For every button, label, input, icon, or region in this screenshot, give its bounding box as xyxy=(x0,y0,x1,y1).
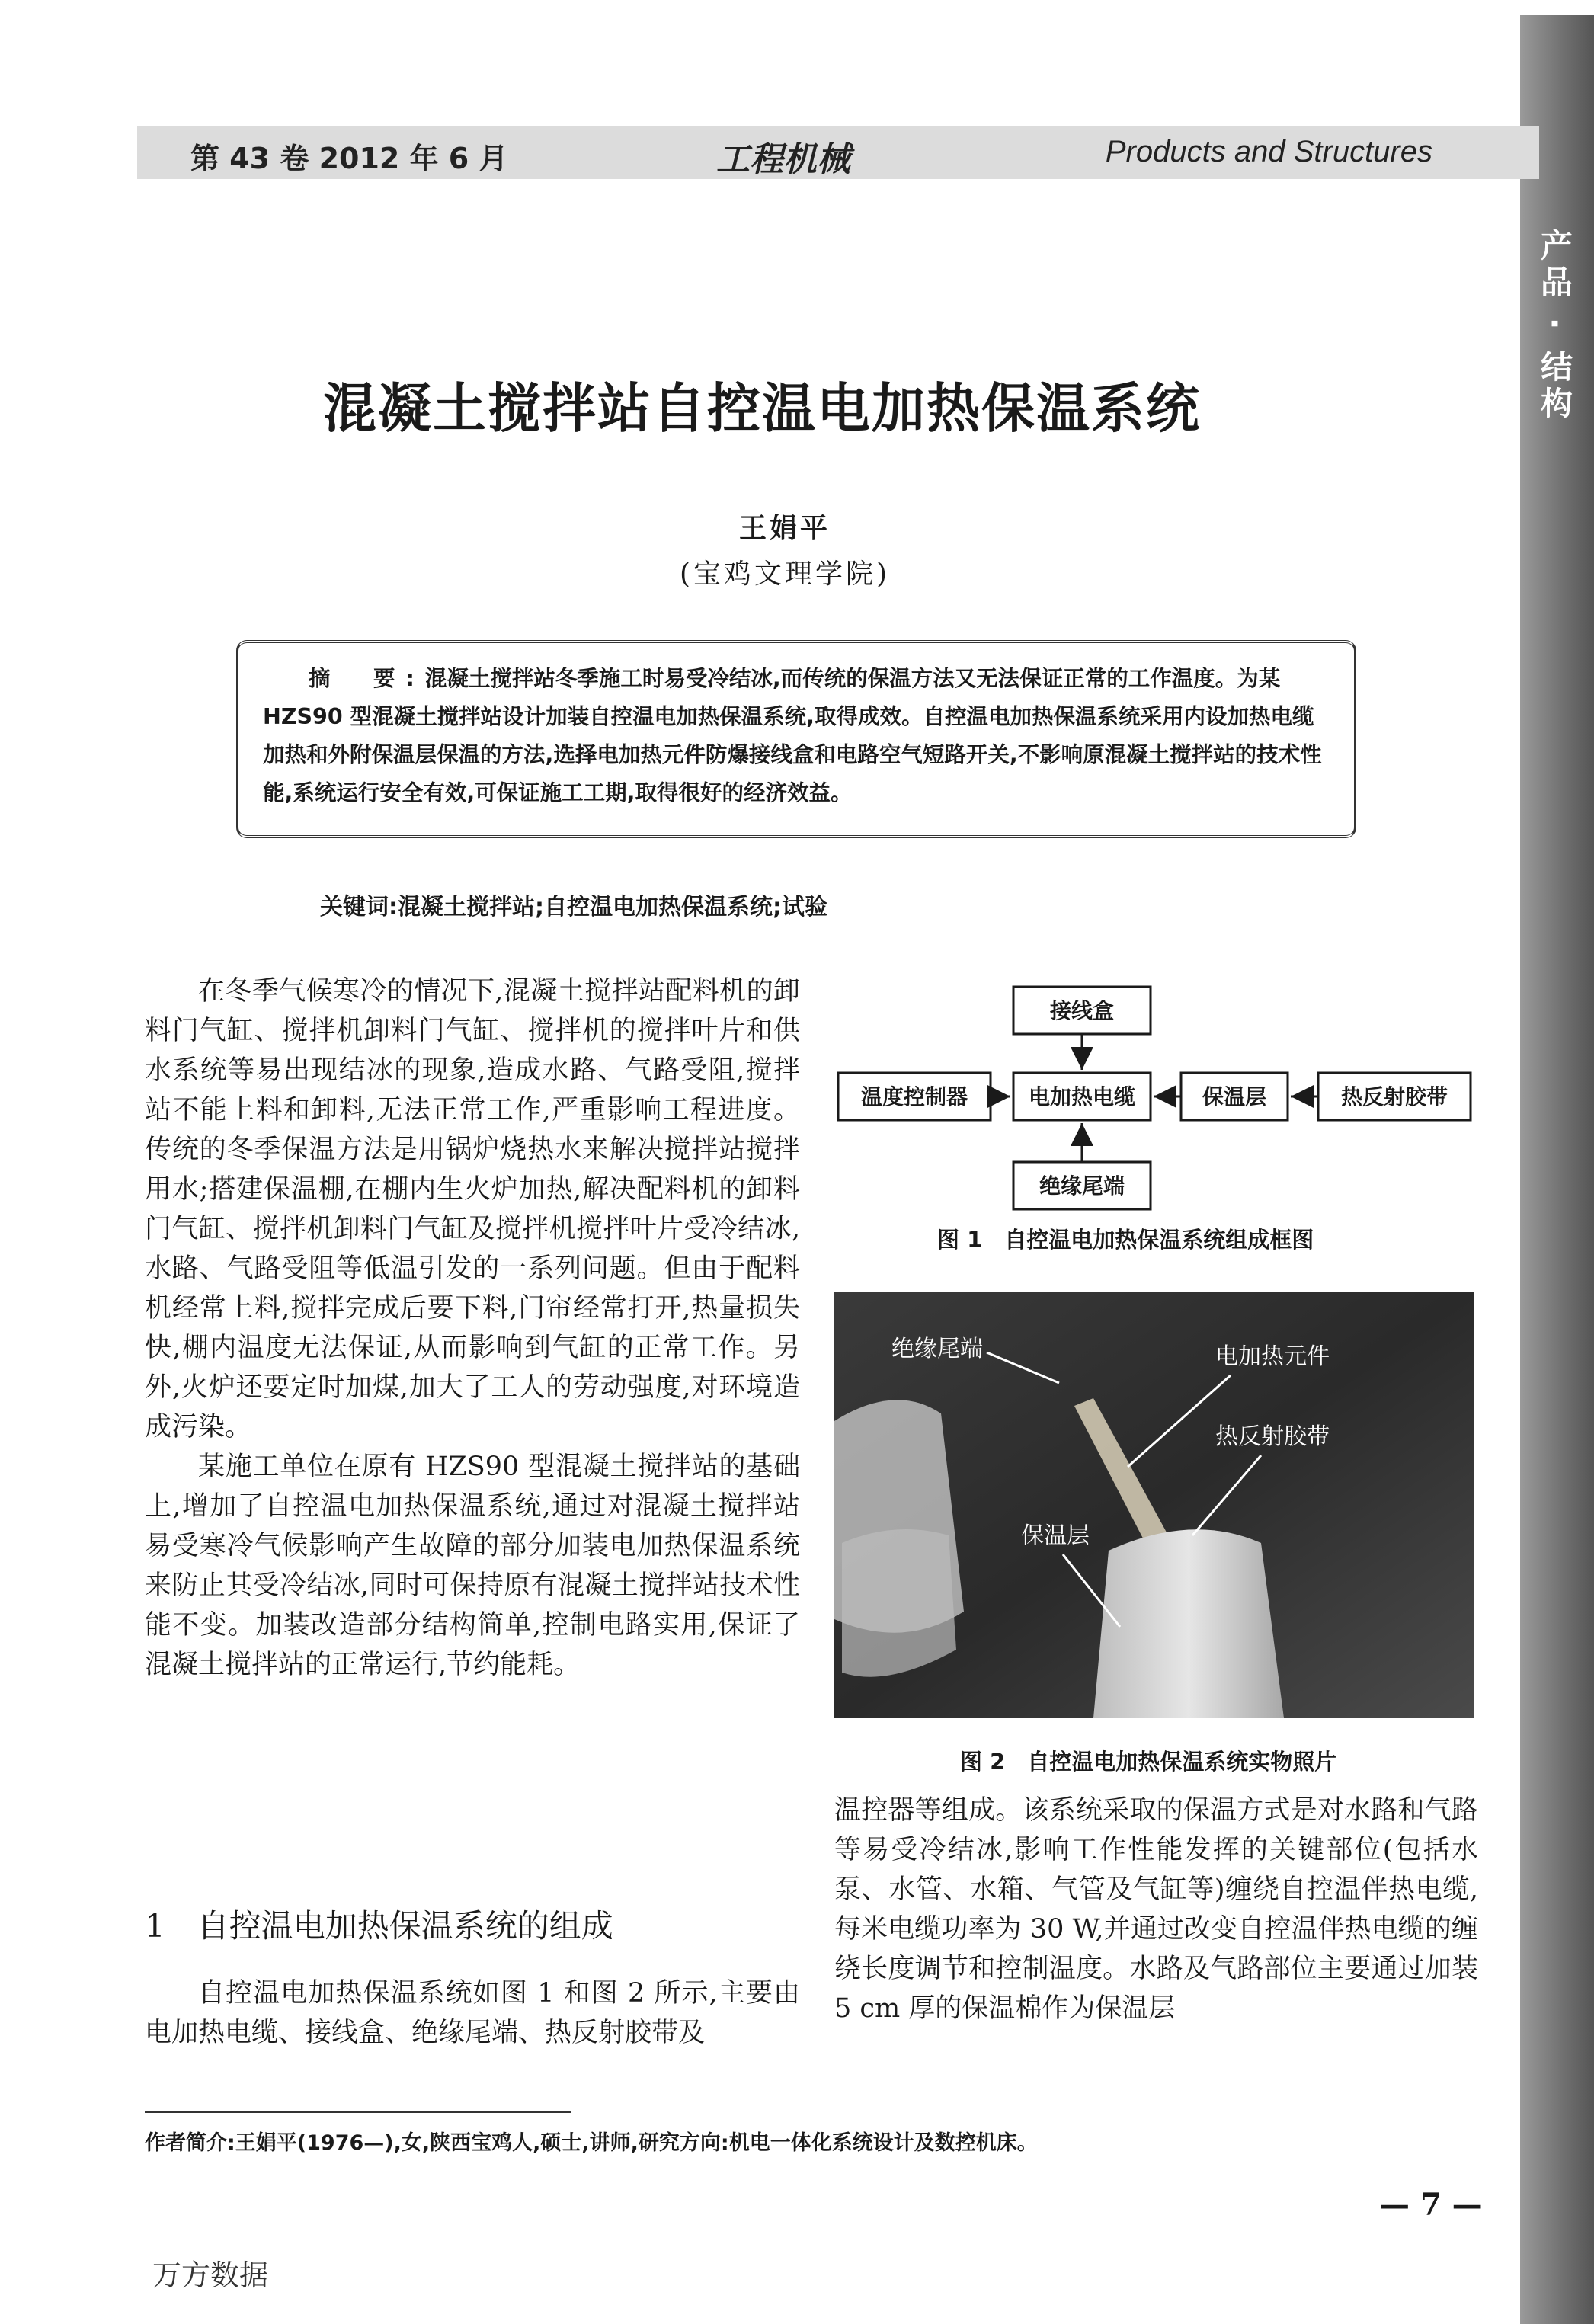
keywords-text: 混凝土搅拌站;自控温电加热保温系统;试验 xyxy=(398,894,827,920)
running-header xyxy=(137,126,1539,179)
box-junction-label: 接线盒 xyxy=(1049,998,1115,1023)
article-title: 混凝土搅拌站自控温电加热保温系统 xyxy=(323,377,1201,440)
right-column-paragraph: 温控器等组成。该系统采取的保温方式是对水路和气路等易受冷结冰,影响工作性能发挥的关键部位(包括水泵、水管、水箱、气管及气缸等)缠绕自控温伴热电缆,每米电缆功率为 30 W,并通过改变自控温伴热电缆的缠绕长度调节和控制温度。水路及气路部位主要通过加装 5 cm 厚的保温棉作为保温层 xyxy=(834,1795,1478,2024)
side-section-label: 产品 · 结构 xyxy=(1536,229,1573,424)
photo-left-wrap-lower xyxy=(842,1529,956,1677)
watermark: 万方数据 xyxy=(152,2258,269,2292)
photo-label-heating-element: 电加热元件 xyxy=(1215,1343,1330,1370)
box-heating-cable-label: 电加热电缆 xyxy=(1028,1084,1136,1109)
keywords-label: 关键词: xyxy=(320,894,398,920)
photo-label-reflective-tape: 热反射胶带 xyxy=(1215,1423,1330,1450)
author-footnote: 作者简介:王娟平(1976—),女,陕西宝鸡人,硕士,讲师,研究方向:机电一体化系统设计及数控机床。 xyxy=(145,2131,1038,2155)
abstract-box xyxy=(236,640,1356,838)
abstract-label: 摘 要: xyxy=(309,666,425,691)
header-issue: 第 43 卷 2012 年 6 月 xyxy=(190,142,508,175)
section-heading-1: 1 自控温电加热保温系统的组成 xyxy=(145,1907,613,1945)
box-temp-controller-label: 温度控制器 xyxy=(860,1084,968,1109)
page-number: — 7 — xyxy=(1379,2187,1483,2223)
abstract-text: 混凝土搅拌站冬季施工时易受冷结冰,而传统的保温方法又无法保证正常的工作温度。为某 HZS90 型混凝土搅拌站设计加装自控温电加热保温系统,取得成效。自控温电加热保温系统采用内设加热电缆加热和外附保温层保温的方法,选择电加热元件防爆接线盒和电路空气短路开关,不影响原混凝土搅拌站的技术性能,系统运行安全有效,可保证施工工期,取得很好的经济效益。 xyxy=(263,666,1322,805)
box-insulation-layer-label: 保温层 xyxy=(1202,1084,1267,1109)
body-paragraph-2: 某施工单位在原有 HZS90 型混凝土搅拌站的基础上,增加了自控温电加热保温系统,通过对混凝土搅拌站易受寒冷气候影响产生故障的部分加装电加热保温系统来防止其受冷结冰,同时可保持原有混凝土搅拌站技术性能不变。加装改造部分结构简单,控制电路实用,保证了混凝土搅拌站的正常运行,节约能耗。 xyxy=(145,1452,800,1680)
left-column xyxy=(145,972,800,1685)
box-insulated-end-label: 绝缘尾端 xyxy=(1039,1173,1125,1199)
figure-2-svg xyxy=(834,1292,1474,1718)
header-section-name: Products and Structures xyxy=(1105,135,1432,168)
figure-1-svg xyxy=(834,975,1490,1227)
figure-1-caption: 图 1 自控温电加热保温系统组成框图 xyxy=(937,1227,1314,1253)
box-reflective-tape-label: 热反射胶带 xyxy=(1340,1084,1448,1109)
keywords xyxy=(320,888,827,921)
header-journal-name: 工程机械 xyxy=(716,140,850,179)
footnote-divider xyxy=(145,2111,571,2113)
body-paragraph-1: 在冬季气候寒冷的情况下,混凝土搅拌站配料机的卸料门气缸、搅拌机卸料门气缸、搅拌机的搅拌叶片和供水系统等易出现结冰的现象,造成水路、气路受阻,搅拌站不能上料和卸料,无法正常工作,严重影响工程进度。传统的冬季保温方法是用锅炉烧热水来解决搅拌站搅拌用水;搭建保温棚,在棚内生火炉加热,解决配料机的卸料门气缸、搅拌机卸料门气缸及搅拌机搅拌叶片受冷结冰,水路、气路受阻等低温引发的一系列问题。但由于配料机经常上料,搅拌完成后要下料,门帘经常打开,热量损失快,棚内温度无法保证,从而影响到气缸的正常工作。另外,火炉还要定时加煤,加大了工人的劳动强度,对环境造成污染。 xyxy=(145,976,800,1442)
figure-2-caption: 图 2 自控温电加热保温系统实物照片 xyxy=(960,1749,1337,1775)
section-1-paragraph: 自控温电加热保温系统如图 1 和图 2 所示,主要由电加热电缆、接线盒、绝缘尾端、热反射胶带及 xyxy=(145,1978,800,2048)
photo-insulation-sack xyxy=(1093,1529,1284,1718)
right-column xyxy=(834,1791,1478,2028)
photo-label-insulated-end: 绝缘尾端 xyxy=(891,1336,983,1362)
figure-2-photo xyxy=(834,1292,1474,1718)
photo-label-insulation-layer: 保温层 xyxy=(1021,1522,1090,1549)
article-affiliation: (宝鸡文理学院) xyxy=(679,559,891,590)
article-author: 王娟平 xyxy=(738,512,831,544)
figure-1-diagram xyxy=(834,975,1490,1227)
